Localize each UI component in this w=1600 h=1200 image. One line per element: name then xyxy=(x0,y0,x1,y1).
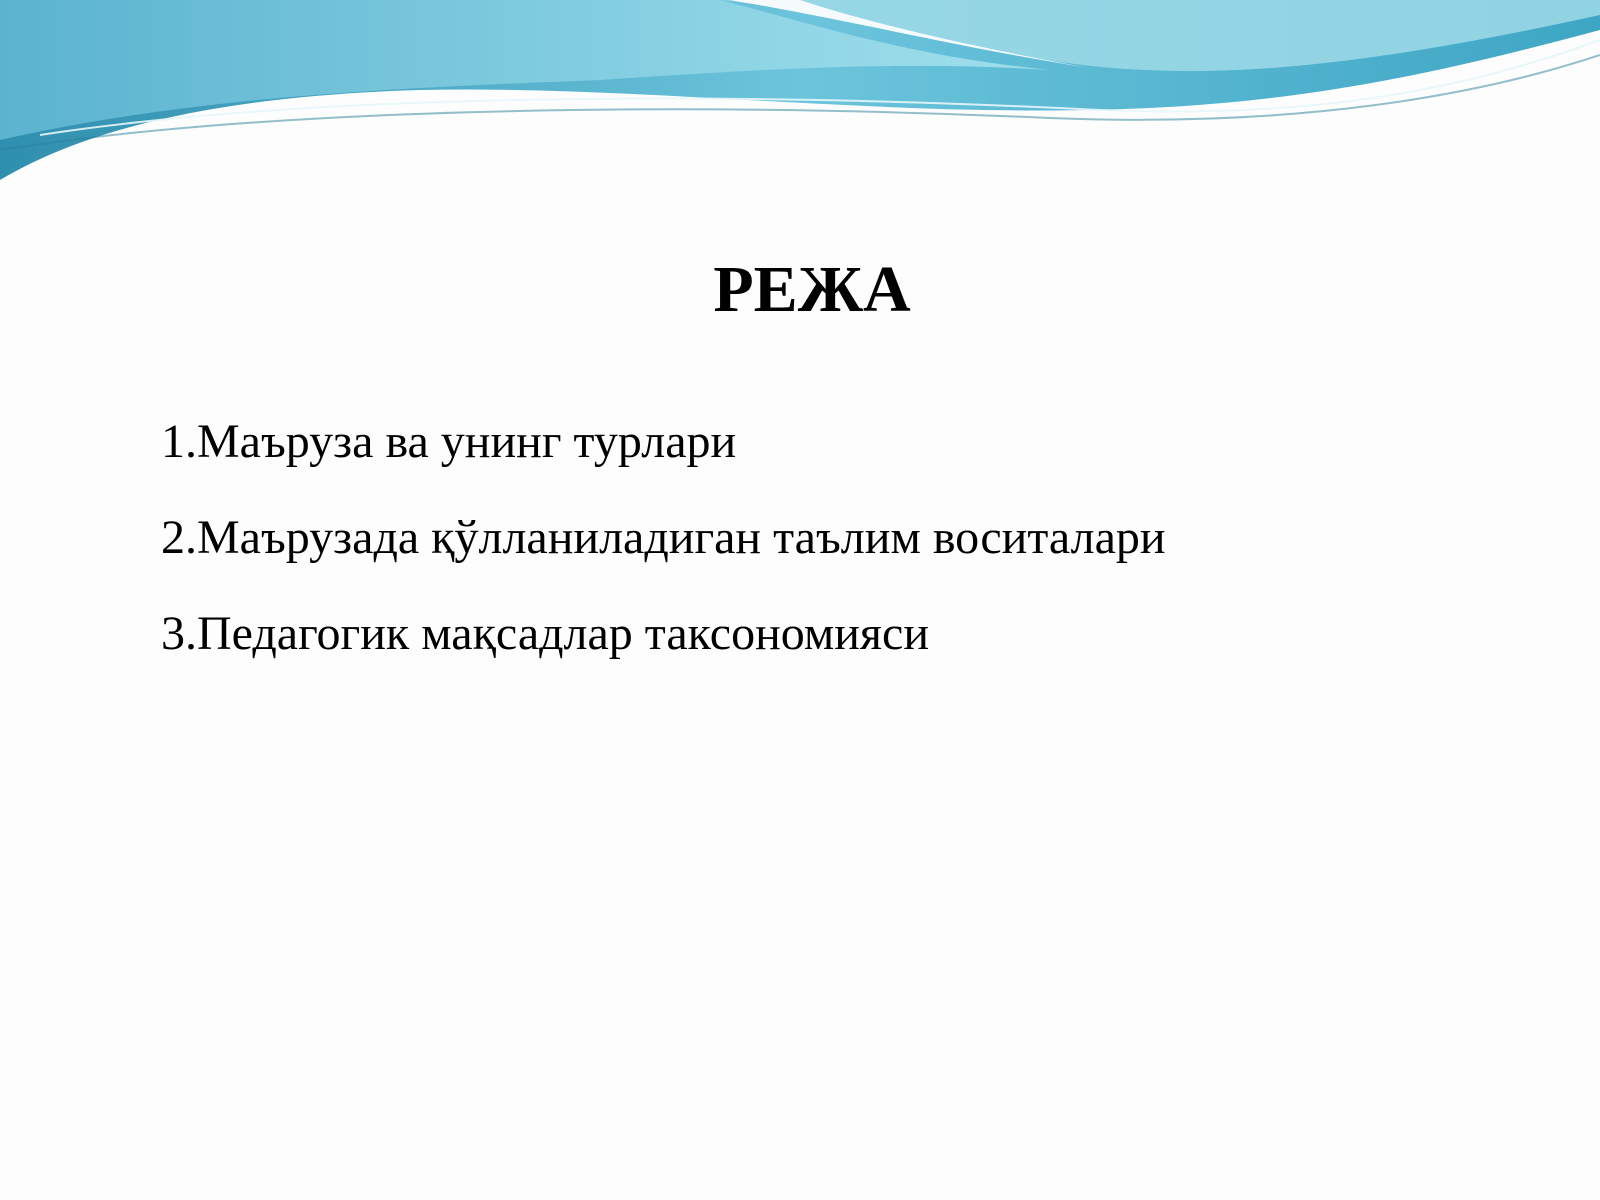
header-wave-decoration xyxy=(0,0,1600,200)
list-item: 2.Маърузада қўлланиладиган таълим воситалари xyxy=(161,511,1166,564)
plan-list xyxy=(161,412,1166,700)
slide-title: РЕЖА xyxy=(713,253,911,326)
list-item: 1.Маъруза ва унинг турлари xyxy=(161,415,737,468)
list-item: 3.Педагогик мақсадлар таксономияси xyxy=(161,607,929,660)
